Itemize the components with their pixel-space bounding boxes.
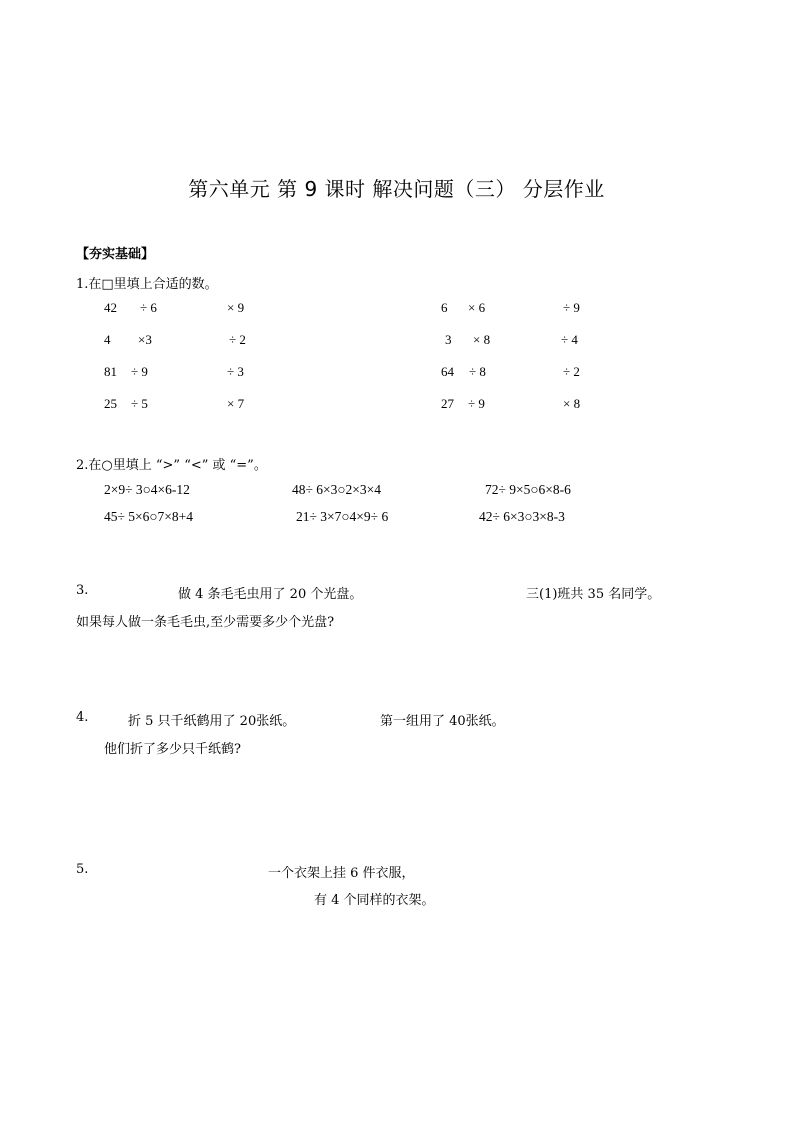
question-1-prompt: 1.在□里填上合适的数。: [76, 277, 218, 292]
q2-expression: 72÷ 9×5○6×8-6: [485, 482, 571, 497]
q1-cell: 81: [104, 364, 117, 379]
q2-expression: 2×9÷ 3○4×6-12: [104, 482, 190, 497]
q1-cell: × 8: [563, 396, 581, 411]
q1-cell: 25: [104, 396, 117, 411]
q1-cell: ÷ 6: [140, 300, 157, 315]
q1-cell: ÷ 8: [469, 364, 486, 379]
q1-cell: 6: [441, 300, 448, 315]
question-5-condition-a: 一个衣架上挂 6 件衣服，: [268, 866, 415, 881]
q1-cell: 4: [104, 332, 111, 347]
question-4-condition-b: 第一组用了 40张纸。: [380, 714, 505, 729]
q2-expression: 21÷ 3×7○4×9÷ 6: [296, 509, 389, 524]
q2-expression: 42÷ 6×3○3×8-3: [479, 509, 565, 524]
page-title: 第六单元 第 9 课时 解决问题（三） 分层作业: [188, 177, 605, 201]
question-5-number: 5.: [76, 862, 89, 877]
q1-cell: 27: [441, 396, 454, 411]
q1-cell: ÷ 4: [561, 332, 578, 347]
q2-expression: 45÷ 5×6○7×8+4: [104, 509, 194, 524]
question-5-condition-b: 有 4 个同样的衣架。: [314, 893, 435, 908]
question-4-condition-a: 折 5 只千纸鹤用了 20张纸。: [128, 714, 296, 729]
question-3-condition-b: 三(1)班共 35 名同学。: [526, 587, 661, 602]
question-4-number: 4.: [76, 710, 89, 725]
q1-cell: ÷ 9: [563, 300, 580, 315]
q1-cell: 3: [445, 332, 452, 347]
question-3-condition-a: 做 4 条毛毛虫用了 20 个光盘。: [178, 587, 363, 602]
q1-cell: 64: [441, 364, 454, 379]
q1-cell: ÷ 9: [131, 364, 148, 379]
question-4-question: 他们折了多少只千纸鹤?: [104, 742, 241, 757]
q1-cell: 42: [104, 300, 117, 315]
q1-cell: × 6: [468, 300, 486, 315]
question-3-question: 如果每人做一条毛毛虫,至少需要多少个光盘?: [76, 615, 335, 630]
q1-cell: × 7: [227, 396, 245, 411]
q2-expression: 48÷ 6×3○2×3×4: [292, 482, 382, 497]
section-heading: 【夯实基础】: [76, 247, 155, 262]
q1-cell: ÷ 2: [563, 364, 580, 379]
q1-cell: ÷ 5: [131, 396, 148, 411]
q1-cell: ÷ 3: [227, 364, 244, 379]
q1-cell: × 9: [227, 300, 245, 315]
q1-cell: ÷ 2: [229, 332, 246, 347]
question-3-number: 3.: [76, 583, 89, 598]
q1-cell: ÷ 9: [468, 396, 485, 411]
question-2-prompt: 2.在○里填上 “>” “<” 或 “=”。: [76, 458, 267, 473]
q1-cell: ×3: [138, 332, 152, 347]
q1-cell: × 8: [473, 332, 491, 347]
